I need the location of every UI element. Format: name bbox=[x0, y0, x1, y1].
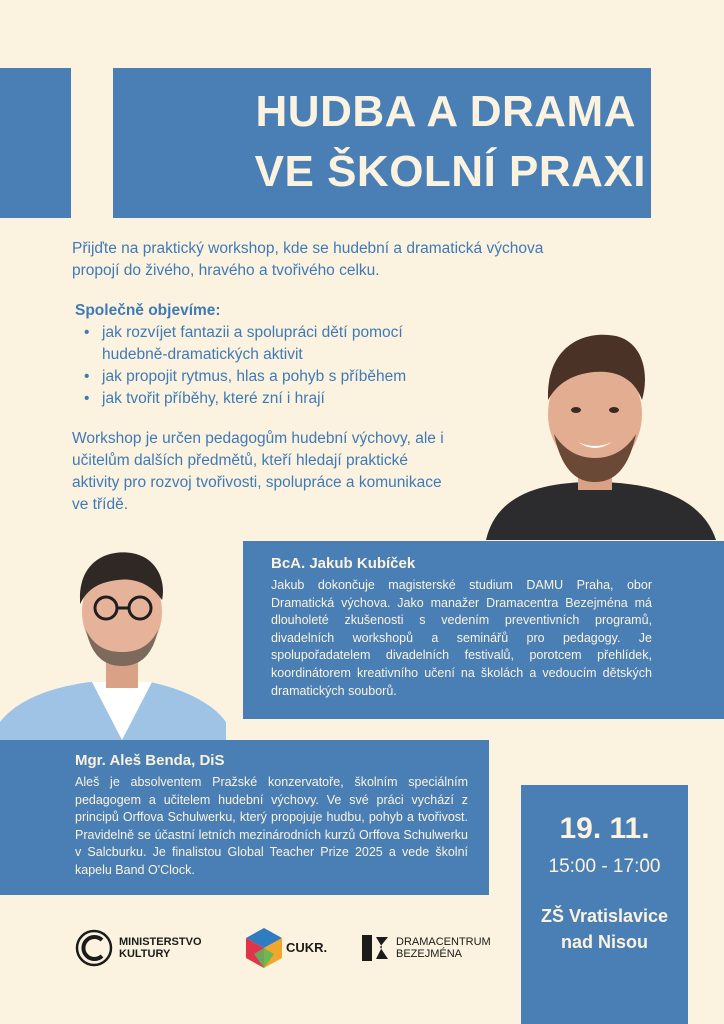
jakub-bio: Jakub dokončuje magisterské studium DAMU Praha, obor Dramatická výchova. Jako manažer Dramacentra Bezejména má dlouholeté zkušenosti s vedením preventivních programů, divadelních workshopů a seminářů pro pedagogy. Je spolupořadatelem divadelních festivalů, porotcem přehlídek, koordinátorem kreativního učení na školách a vedoucím dětských dramatických souborů. bbox=[271, 578, 652, 698]
event-date: 19. 11. bbox=[559, 812, 650, 845]
discover-list bbox=[80, 322, 460, 410]
ales-bio: Aleš je absolventem Pražské konzervatoře, školním speciálním pedagogem a učitelem hudební výchovy. Ve své práci vychází z principů Orffova Schulwerku, který propojuje hudbu, pohyb a tvořivost. Pravidelně se účastní letních mezinárodních kurzů Orffova Schulwerku v Salcburku. Je finalistou Global Teacher Prize 2025 a vede školní kapelu Band O'Clock. bbox=[75, 775, 468, 877]
ales-photo bbox=[0, 546, 228, 740]
list-item: • jak tvořit příběhy, které zní i hrají bbox=[80, 388, 460, 410]
intro-text: Přijďte na praktický workshop, kde se hudební a dramatická výchova propojí do živého, hravého a tvořivého celku. bbox=[72, 240, 544, 279]
header-left-block bbox=[0, 68, 71, 218]
title-line-1: HUDBA A DRAMA bbox=[255, 87, 636, 136]
cukr-label: CUKR. bbox=[286, 940, 328, 955]
discover-heading: Společně objevíme: bbox=[75, 302, 221, 319]
cukr-logo bbox=[244, 926, 327, 970]
jakub-photo bbox=[466, 322, 724, 540]
target-audience-text: Workshop je určen pedagogům hudební výchovy, ale i učitelům dalších předmětů, kteří hledají praktické aktivity pro rozvoj tvořivosti, spolupráce a komunikace ve třídě. bbox=[72, 430, 444, 513]
list-item: • jak propojit rytmus, hlas a pohyb s příběhem bbox=[80, 366, 460, 388]
list-item: • jak rozvíjet fantazii a spolupráci dětí pomocí hudebně-dramatických aktivit bbox=[80, 322, 460, 366]
jakub-name: BcA. Jakub Kubíček bbox=[271, 555, 416, 572]
ministry-label-2: KULTURY bbox=[119, 948, 171, 960]
dramacentrum-icon bbox=[360, 933, 390, 963]
ministry-logo bbox=[75, 929, 202, 967]
dramacentrum-label-1: DRAMACENTRUM bbox=[396, 936, 491, 948]
event-place-line-2: nad Nisou bbox=[560, 932, 648, 952]
title-line-2: VE ŠKOLNÍ PRAXI bbox=[254, 147, 646, 196]
event-place-line-1: ZŠ Vratislavice bbox=[540, 906, 669, 926]
event-time: 15:00 - 17:00 bbox=[548, 856, 661, 877]
ministry-label-1: MINISTERSTVO bbox=[119, 936, 202, 948]
dramacentrum-label-2: BEZEJMÉNA bbox=[396, 948, 463, 960]
cukr-cube-icon bbox=[244, 926, 284, 970]
ministry-emblem-icon bbox=[75, 929, 113, 967]
ales-name: Mgr. Aleš Benda, DiS bbox=[75, 752, 225, 769]
dramacentrum-logo bbox=[360, 933, 491, 963]
